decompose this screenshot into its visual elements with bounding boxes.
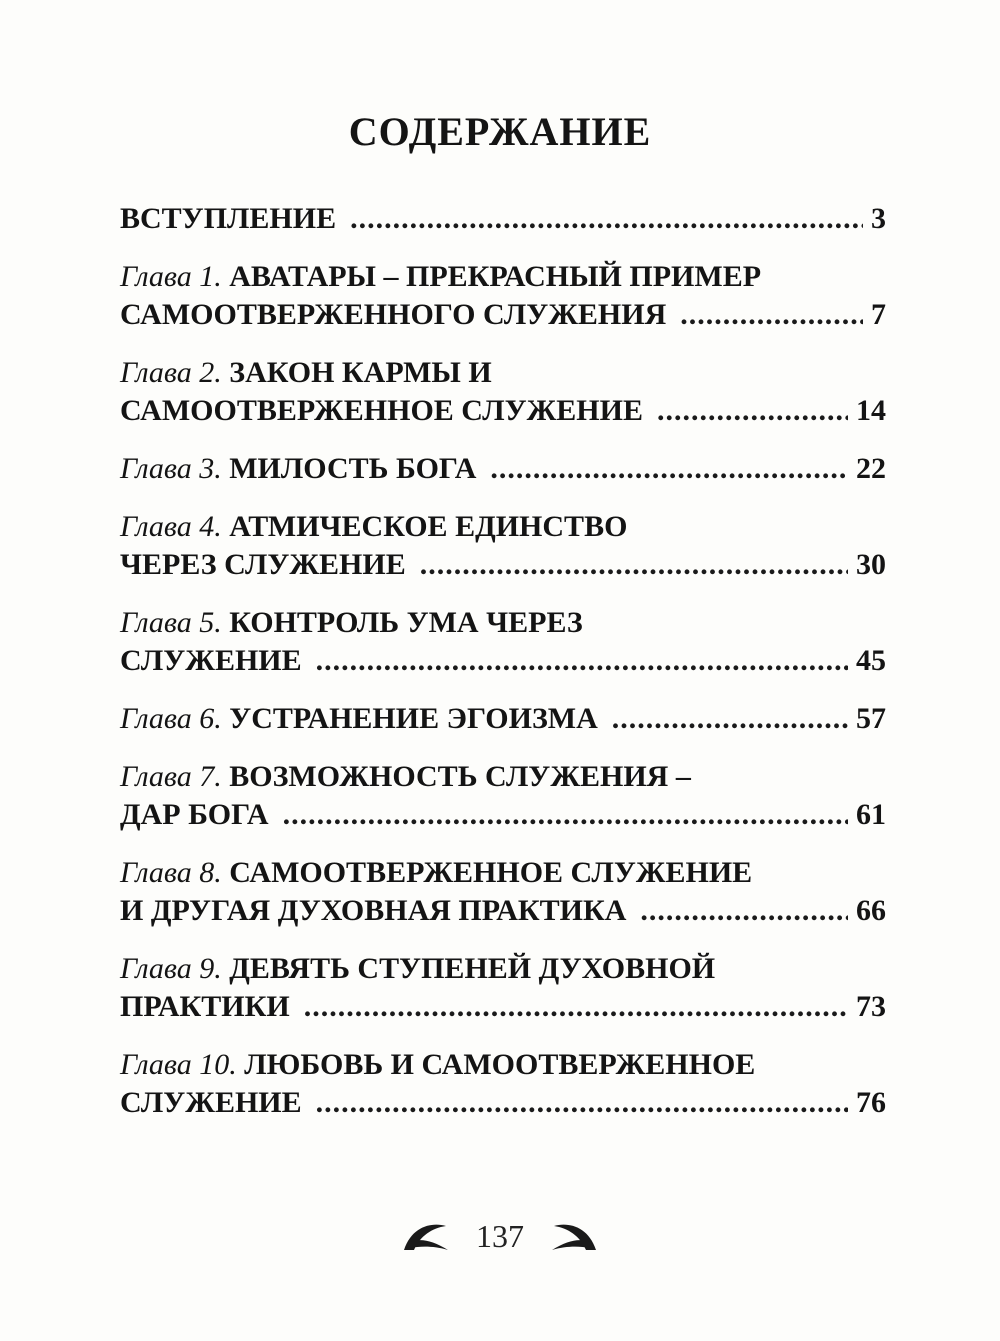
dot-leader [304, 988, 848, 1026]
toc-page-number: 45 [856, 644, 886, 677]
chapter-label: Глава 5. [120, 606, 222, 639]
toc-entry-chapter-2 [120, 354, 886, 430]
toc-entry-title: ЛЮБОВЬ И САМООТВЕРЖЕННОЕ [244, 1048, 756, 1081]
toc-page-number: 61 [856, 798, 886, 831]
page-footer [0, 1218, 1000, 1255]
toc-page-number: 30 [856, 548, 886, 581]
chapter-label: Глава 4. [120, 510, 222, 543]
toc-entry-title: И ДРУГАЯ ДУХОВНАЯ ПРАКТИКА [120, 894, 627, 927]
toc-page-number: 76 [856, 1086, 886, 1119]
leaf-ornament-icon [402, 1220, 450, 1254]
chapter-label: Глава 8. [120, 856, 222, 889]
toc-entry-title: САМООТВЕРЖЕННОЕ СЛУЖЕНИЕ [120, 394, 643, 427]
toc-entry-chapter-4 [120, 508, 886, 584]
toc-page-number: 66 [856, 894, 886, 927]
leaf-ornament-icon [550, 1220, 598, 1254]
toc-entry-title: МИЛОСТЬ БОГА [229, 452, 477, 485]
chapter-label: Глава 9. [120, 952, 222, 985]
toc-entry-title: СЛУЖЕНИЕ [120, 644, 302, 677]
toc-line [120, 604, 886, 642]
table-of-contents [120, 200, 886, 1142]
toc-entry-title: ДАР БОГА [120, 798, 269, 831]
toc-line [120, 988, 886, 1026]
toc-line [120, 200, 886, 238]
toc-page-number: 7 [871, 298, 886, 331]
dot-leader [657, 392, 848, 430]
toc-entry-chapter-8 [120, 854, 886, 930]
toc-line [120, 950, 886, 988]
toc-entry-title: ЗАКОН КАРМЫ И [229, 356, 492, 389]
dot-leader [420, 546, 848, 584]
toc-page-number: 73 [856, 990, 886, 1023]
toc-line [120, 854, 886, 892]
toc-page-number: 57 [856, 702, 886, 735]
toc-line [120, 892, 886, 930]
toc-entry-chapter-3 [120, 450, 886, 488]
toc-entry-title: ВОЗМОЖНОСТЬ СЛУЖЕНИЯ – [229, 760, 691, 793]
toc-line [120, 546, 886, 584]
chapter-label: Глава 2. [120, 356, 222, 389]
toc-line [120, 508, 886, 546]
toc-line [120, 642, 886, 680]
toc-entry-title: ДЕВЯТЬ СТУПЕНЕЙ ДУХОВНОЙ [229, 952, 716, 985]
toc-entry-title: ПРАКТИКИ [120, 990, 290, 1023]
toc-line [120, 450, 886, 488]
chapter-label: Глава 3. [120, 452, 222, 485]
chapter-label: Глава 10. [120, 1048, 237, 1081]
toc-entry-chapter-7 [120, 758, 886, 834]
toc-entry-title: ЧЕРЕЗ СЛУЖЕНИЕ [120, 548, 406, 581]
dot-leader [283, 796, 848, 834]
chapter-label: Глава 6. [120, 702, 222, 735]
dot-leader [490, 450, 848, 488]
toc-line [120, 1084, 886, 1122]
dot-leader [316, 642, 848, 680]
page-number: 137 [476, 1218, 524, 1254]
toc-entry-title: САМООТВЕРЖЕННОЕ СЛУЖЕНИЕ [229, 856, 753, 889]
toc-entry-title: АВАТАРЫ – ПРЕКРАСНЫЙ ПРИМЕР [229, 260, 762, 293]
toc-page-number: 22 [856, 452, 886, 485]
toc-page-number: 3 [871, 202, 886, 235]
dot-leader [612, 700, 848, 738]
toc-entry-title: САМООТВЕРЖЕННОГО СЛУЖЕНИЯ [120, 298, 667, 331]
toc-line [120, 700, 886, 738]
toc-line [120, 258, 886, 296]
toc-entry-title: КОНТРОЛЬ УМА ЧЕРЕЗ [229, 606, 583, 639]
toc-entry-title: АТМИЧЕСКОЕ ЕДИНСТВО [229, 510, 628, 543]
toc-entry-title: ВСТУПЛЕНИЕ [120, 202, 337, 235]
toc-line [120, 758, 886, 796]
dot-leader [316, 1084, 848, 1122]
page-title: СОДЕРЖАНИЕ [348, 109, 652, 154]
dot-leader [350, 200, 863, 238]
toc-entry-chapter-9 [120, 950, 886, 1026]
toc-entry-chapter-6 [120, 700, 886, 738]
chapter-label: Глава 7. [120, 760, 222, 793]
toc-entry-chapter-1 [120, 258, 886, 334]
dot-leader [640, 892, 848, 930]
toc-page-number: 14 [856, 394, 886, 427]
chapter-label: Глава 1. [120, 260, 222, 293]
toc-line [120, 296, 886, 334]
toc-line [120, 392, 886, 430]
toc-entry-chapter-5 [120, 604, 886, 680]
toc-line [120, 796, 886, 834]
toc-line [120, 354, 886, 392]
dot-leader [680, 296, 863, 334]
toc-line [120, 1046, 886, 1084]
toc-entry-title: СЛУЖЕНИЕ [120, 1086, 302, 1119]
toc-entry-chapter-10 [120, 1046, 886, 1122]
toc-entry-introduction [120, 200, 886, 238]
toc-entry-title: УСТРАНЕНИЕ ЭГОИЗМА [229, 702, 598, 735]
